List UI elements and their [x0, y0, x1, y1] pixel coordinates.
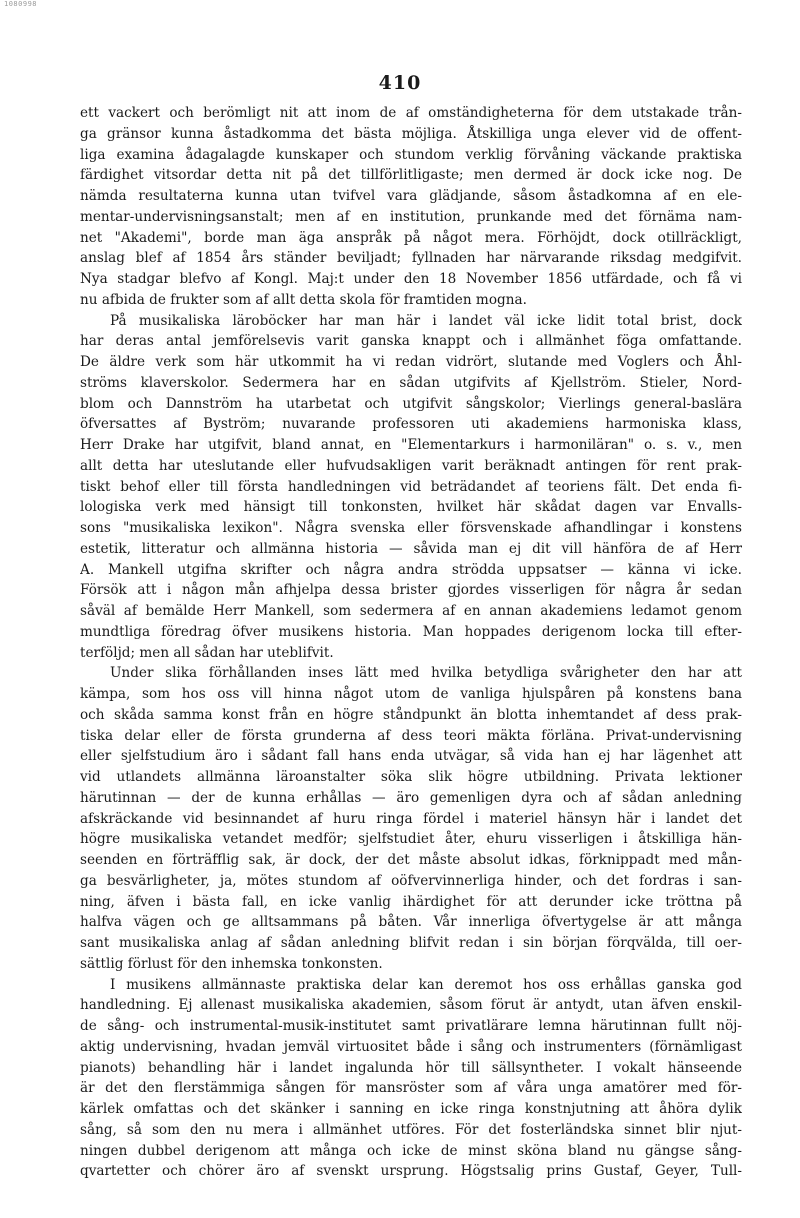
text-line: såväl af bemälde Herr Mankell, som sedermera af en annan akademiens ledamot genom	[80, 603, 742, 619]
text-line: är det den flerstämmiga sången för mansröster som af våra unga amatörer med för-	[80, 1080, 742, 1097]
text-line: liga examina ådagalagde kunskaper och stundom verklig förvåning väckande praktiska	[80, 146, 742, 163]
text-line: halfva vägen och ge alltsammans på båten. Vår innerliga öfvertygelse är att många	[80, 914, 742, 931]
text-line: öfversattes af Byström; nuvarande professoren uti akademiens harmoniska klass,	[80, 416, 742, 433]
text-line: handledning. Ej allenast musikaliska akademien, såsom förut är antydt, utan äfven enskil-	[80, 997, 742, 1014]
text-line: anslag blef af 1854 års ständer beviljadt; fyllnaden har närvarande riksdag medgifvit.	[80, 250, 742, 267]
text-line: sant musikaliska anlag af sådan anledning blifvit redan i sin början förqvälda, till oer-	[80, 935, 742, 951]
text-line: I musikens allmännaste praktiska delar kan deremot hos oss erhållas ganska god	[110, 976, 742, 993]
text-line: ningen dubbel derigenom att många och icke de minst sköna bland nu gängse sång-	[80, 1142, 742, 1159]
text-line: kämpa, som hos oss vill hinna något utom de vanliga hjulspåren på konstens bana	[80, 686, 742, 702]
text-line: terföljd; men all sådan har uteblifvit.	[80, 644, 334, 661]
body-text	[80, 103, 742, 1182]
text-line: sång, så som den nu mera i allmänhet utföres. För det fosterländska sinnet blir njut-	[80, 1121, 742, 1138]
page-number: 410	[378, 72, 422, 94]
text-line: allt detta har uteslutande eller hufvudsakligen varit beräknadt antingen för rent prak-	[80, 457, 742, 474]
text-line: Herr Drake har utgifvit, bland annat, en "Elementarkurs i harmoniläran" o. s. v., men	[80, 437, 742, 453]
text-line: mentar-undervisningsanstalt; men af en institution, prunkande med det förnäma nam-	[80, 208, 742, 225]
text-line: ning, äfven i bästa fall, en icke vanlig ihärdighet för att derunder icke tröttna på	[80, 893, 742, 910]
text-line: lologiska verk med hänsigt till tonkonsten, hvilket här skådat dagen var Envalls-	[80, 499, 742, 516]
text-line: ströms klaverskolor. Sedermera har en sådan utgifvits af Kjellström. Stieler, Nord-	[80, 374, 742, 391]
text-line: färdighet vitsordar detta nit på det tillförlitligaste; men dermed är dock icke nog. De	[80, 167, 742, 184]
text-line: net "Akademi", borde man äga anspråk på något mera. Förhöjdt, dock otillräckligt,	[80, 229, 742, 246]
text-line: kärlek omfattas och det skänker i sanning en icke ringa konstnjutning att åhöra dylik	[80, 1101, 742, 1117]
text-line: De äldre verk som här utkommit ha vi redan vidrört, slutande med Voglers och Åhl-	[80, 354, 742, 370]
text-line: afskräckande vid besinnandet af huru ringa fördel i materiel hänsyn här i landet det	[80, 810, 742, 827]
text-line: På musikaliska läroböcker har man här i landet väl icke lidit total brist, dock	[110, 312, 742, 329]
text-line: nu afbida de frukter som af allt detta skola för framtiden mogna.	[80, 291, 527, 308]
text-line: tiskt behof eller till första handledningen vid beträdandet af teoriens fält. Det enda fi-	[80, 478, 742, 495]
archive-stamp: 1080998	[4, 0, 38, 8]
text-line: sättlig förlust för den inhemska tonkonsten.	[80, 955, 383, 972]
text-line: ga besvärligheter, ja, mötes stundom af oöfvervinnerliga hinder, och det fordras i san-	[80, 872, 742, 889]
text-line: nämda resultaterna kunna utan tvifvel vara glädjande, såsom åstadkomna af en ele-	[80, 188, 742, 204]
text-line: qvartetter och chörer äro af svenskt ursprung. Högstsalig prins Gustaf, Geyer, Tull-	[80, 1163, 742, 1180]
text-line: aktig undervisning, hvadan jemväl virtuositet både i sång och instrumenters (förnämligast	[80, 1038, 742, 1055]
text-line: ett vackert och berömligt nit att inom de af omständigheterna för dem utstakade trån-	[80, 105, 742, 121]
text-line: A. Mankell utgifna skrifter och några andra strödda uppsatser — känna vi icke.	[80, 561, 742, 578]
text-line: Nya stadgar blefvo af Kongl. Maj:t under den 18 November 1856 utfärdade, och få vi	[80, 271, 742, 287]
text-line: härutinnan — der de kunna erhållas — äro gemenligen dyra och af sådan anledning	[80, 789, 742, 806]
text-line: seenden en förträfflig sak, är dock, der det måste absolut idkas, förknippadt med mån-	[80, 852, 742, 868]
text-line: de sång- och instrumental-musik-institutet samt privatlärare lemna härutinnan fullt nöj-	[80, 1018, 742, 1034]
text-line: har deras antal jemförelsevis varit ganska knappt och i allmänhet föga omfattande.	[80, 333, 742, 350]
text-line: och skåda samma konst från en högre ståndpunkt än blotta inhemtandet af dess prak-	[80, 706, 742, 723]
text-line: högre musikaliska vetandet medför; sjelfstudiet åter, ehuru visserligen i åtskilliga hän-	[80, 831, 742, 848]
text-line: estetik, litteratur och allmänna historia — såvida man ej dit vill hänföra de af Herr	[80, 540, 742, 557]
text-line: blom och Dannström ha utarbetat och utgifvit sångskolor; Vierlings general-baslära	[80, 395, 742, 412]
text-line: vid utlandets allmänna läroanstalter söka slik högre utbildning. Privata lektioner	[80, 769, 742, 785]
text-line: Under slika förhållanden inses lätt med hvilka betydliga svårigheter den har att	[110, 665, 742, 682]
text-line: ga gränsor kunna åstadkomma det bästa möjliga. Åtskilliga unga elever vid de offent-	[80, 125, 742, 142]
text-line: Försök att i någon mån afhjelpa dessa brister gjordes visserligen för några år sedan	[80, 582, 742, 599]
text-line: sons "musikaliska lexikon". Några svenska eller försvenskade afhandlingar i konstens	[80, 520, 742, 536]
text-line: mundtliga föredrag öfver musikens historia. Man hoppades derigenom locka till efter-	[80, 623, 742, 640]
text-line: tiska delar eller de första grunderna af dess teori mäkta förläna. Privat-undervisning	[80, 727, 742, 744]
text-line: eller sjelfstudium äro i sådant fall hans enda utvägar, så vida han ej har lägenhet att	[80, 748, 742, 765]
text-line: pianots) behandling här i landet ingalunda hör till sällsyntheter. I vokalt hänseende	[80, 1059, 742, 1076]
